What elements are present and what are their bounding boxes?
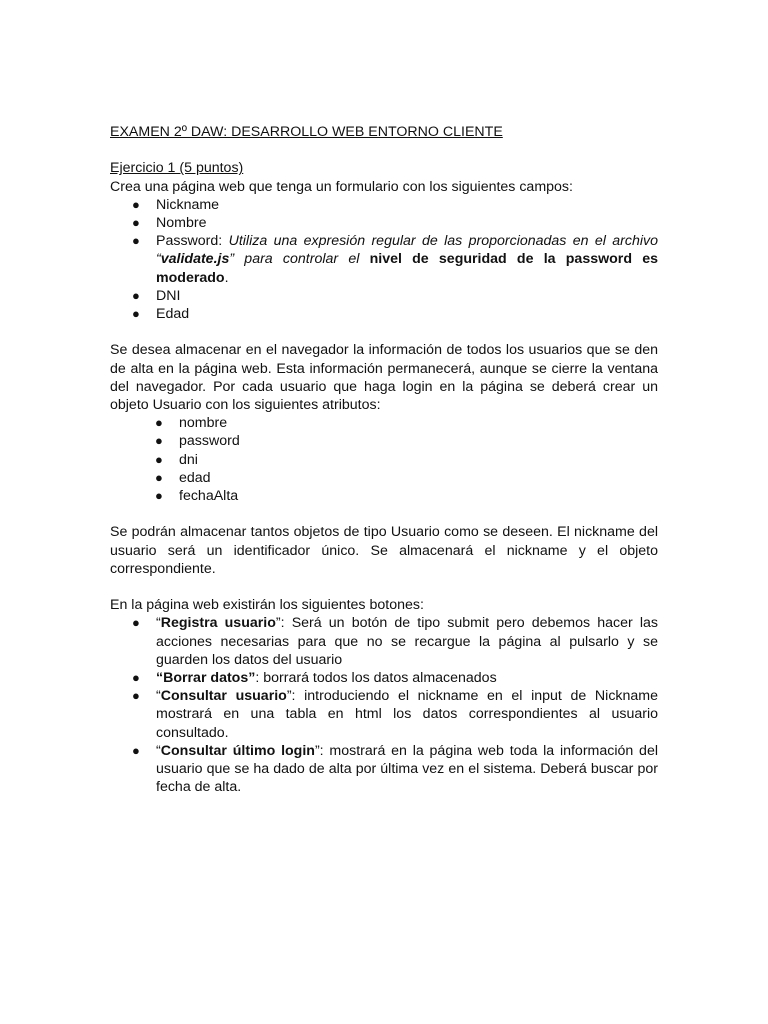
attribute-name: edad xyxy=(179,469,211,486)
attribute-name: nombre xyxy=(179,415,228,432)
exam-title: EXAMEN 2º DAW: DESARROLLO WEB ENTORNO CLIENTE xyxy=(110,124,503,140)
field-password-label: Password: xyxy=(156,233,229,250)
spacer xyxy=(110,505,658,523)
quote-open: “ xyxy=(156,615,161,632)
list-item xyxy=(110,742,658,797)
list-item xyxy=(110,451,658,469)
bullet-icon: ● xyxy=(132,306,140,322)
objects-paragraph: Se podrán almacenar tantos objetos de tipo Usuario como se deseen. El nickname del usuario será un identificador único. Se almacenará el nickname y el objeto correspondiente. xyxy=(110,524,658,577)
password-note: Utiliza una expresión regular de las proporcionadas en el archivo “ xyxy=(156,233,658,268)
list-item xyxy=(110,487,658,505)
list-item xyxy=(110,669,658,687)
storage-paragraph: Se desea almacenar en el navegador la información de todos los usuarios que se den de alta en la página web. Esta información permanecerá, aunque se cierre la ventana del navegador. Por cada usuario que haga login en la página se deberá crear un objeto Usuario con los siguientes atributos: xyxy=(110,342,658,414)
list-item xyxy=(110,414,658,432)
list-item xyxy=(110,469,658,487)
period: . xyxy=(224,269,229,286)
list-item xyxy=(110,432,658,450)
spacer xyxy=(110,141,658,159)
document-content xyxy=(110,123,658,796)
button-description: ”: mostrará en la página web toda la información del usuario que se ha dado de alta por última vez en el sistema. Deberá buscar por fecha de alta. xyxy=(156,742,658,796)
spacer xyxy=(110,323,658,341)
validate-file: validate.js xyxy=(160,251,230,268)
list-item xyxy=(110,287,658,305)
exercise-heading: Ejercicio 1 (5 puntos) xyxy=(110,160,244,177)
security-level: nivel de seguridad de la password es moderado xyxy=(156,251,658,286)
field-nickname: Nickname xyxy=(156,196,220,213)
quote-open: “ xyxy=(156,742,161,759)
list-item xyxy=(110,687,658,742)
bullet-icon: ● xyxy=(155,488,163,504)
list-item xyxy=(110,196,658,214)
bullet-icon: ● xyxy=(132,196,140,212)
buttons-intro: En la página web existirán los siguientes botones: xyxy=(110,597,424,614)
bullet-icon: ● xyxy=(132,287,140,303)
field-nombre: Nombre xyxy=(156,215,207,231)
list-item xyxy=(110,214,658,232)
bullet-icon: ● xyxy=(132,742,140,758)
bullet-icon: ● xyxy=(132,233,140,249)
list-item xyxy=(110,232,658,287)
attribute-name: fechaAlta xyxy=(179,488,239,505)
bullet-icon: ● xyxy=(132,215,140,230)
spacer xyxy=(110,578,658,596)
button-description: ”: Será un botón de tipo submit pero debemos hacer las acciones necesarias para que no se recargue la página al pulsarlo y se guarden los datos del usuario xyxy=(156,615,658,668)
bullet-icon: ● xyxy=(155,433,163,449)
exercise-intro: Crea una página web que tenga un formulario con los siguientes campos: xyxy=(110,178,573,195)
attribute-name: password xyxy=(179,433,240,450)
button-name: “Borrar datos” xyxy=(156,670,256,687)
button-name: Consultar último login xyxy=(160,742,315,759)
form-fields-list xyxy=(110,196,658,323)
attributes-list xyxy=(110,414,658,505)
bullet-icon: ● xyxy=(132,615,140,631)
quote-open: “ xyxy=(156,688,161,705)
list-item xyxy=(110,305,658,323)
bullet-icon: ● xyxy=(132,688,140,704)
buttons-list xyxy=(110,614,658,796)
button-name: Registra usuario xyxy=(160,615,276,632)
button-description: : borrará todos los datos almacenados xyxy=(255,670,497,687)
bullet-icon: ● xyxy=(155,451,163,467)
bullet-icon: ● xyxy=(132,670,140,686)
bullet-icon: ● xyxy=(155,415,163,431)
password-note-2: ” para controlar el xyxy=(229,251,370,268)
field-edad: Edad xyxy=(156,306,190,323)
attribute-name: dni xyxy=(179,451,198,468)
list-item xyxy=(110,614,658,669)
field-dni: DNI xyxy=(156,287,181,304)
button-name: Consultar usuario xyxy=(160,688,287,705)
button-description: ”: introduciendo el nickname en el input de Nickname mostrará en una tabla en html los datos correspondientes al usuario consultado. xyxy=(156,688,658,741)
bullet-icon: ● xyxy=(155,469,163,485)
